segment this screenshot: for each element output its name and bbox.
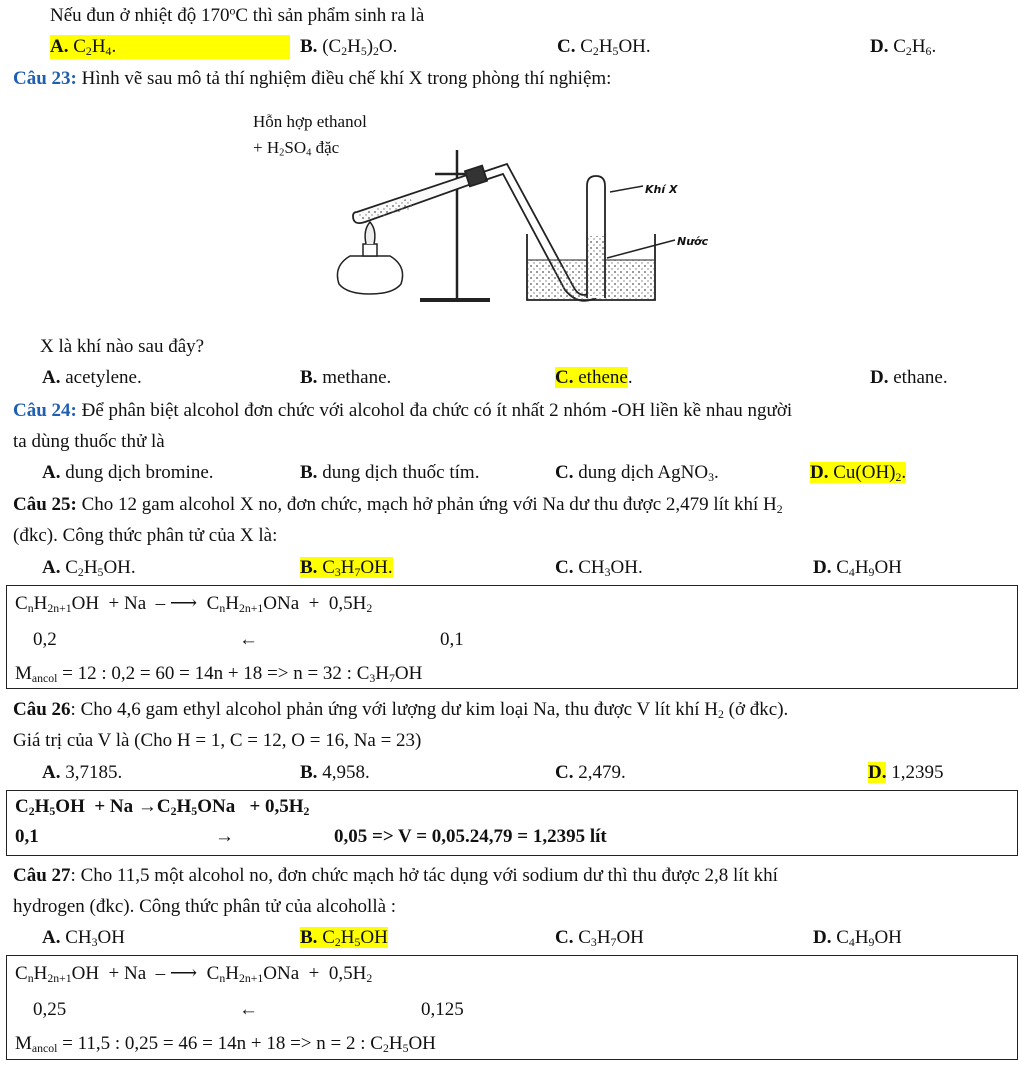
q25-option-d: D. $C_4H_9OH$ [813,557,902,579]
q27-calculation: $M_{ancol} = 11,5$ : 0,25 = 46 = 14n + 18 => n = 2 : $C_2H_5OH$ [15,1033,436,1055]
q27-option-d: D. $C_4H_9OH$ [813,927,902,949]
q27-solution-box [6,955,1018,1060]
q27-equation: $C_nH_{2n+1}OH + Na$ – ⟶ $C_nH_{2n+1}ONa + 0,5H_2$ [15,963,373,985]
question-26: Câu 26: Cho 4,6 gam ethyl alcohol phản ứng với lượng dư kim loại Na, thu được V lít khí $H_2$ (ở đkc). [13,699,789,721]
gas-pointer [610,186,643,192]
q23-option-b: B. methane. [300,367,392,388]
question-23-ask: X là khí nào sau đây? [40,336,205,357]
q25-option-a: A. $C_2H_5OH$. [42,557,136,579]
q26-option-a: A. 3,7185. [42,762,123,783]
question-24: Câu 24: Để phân biệt alcohol đơn chức với alcohol đa chức có ít nhất 2 nhóm -OH liền kề nhau người [13,400,793,421]
q27-mol-right: 0,125 [421,999,464,1020]
q25-equation: $C_nH_{2n+1}OH + Na$ – ⟶ $C_nH_{2n+1}ONa + 0,5H_2$ [15,593,373,615]
q26-option-b: B. 4,958. [300,762,370,783]
figure-label-water: Nước [677,235,709,248]
q27-option-a: A. $CH_3OH$ [42,927,125,949]
option-a: A. $C_2H_4$. [50,35,290,59]
water-pointer [607,240,675,258]
q23-option-d: D. ethane. [870,367,948,388]
question-27-cont: hydrogen (đkc). Công thức phân tử của alcohollà : [13,896,397,917]
q26-arrow: → [215,826,234,847]
q25-solution-box [6,585,1018,689]
collection-tube [587,176,605,298]
q25-mol-left: 0,2 [33,629,57,650]
q26-calculation: 0,05 => V = 0,05.24,79 = 1,2395 lít [334,826,607,847]
q25-calculation: $M_{ancol} = 12$ : 0,2 = 60 = 14n + 18 => n = 32 : $C_3H_7OH$ [15,663,423,685]
lab-apparatus-figure [235,108,735,313]
reaction-tube [353,166,487,224]
q26-option-d: D. 1,2395 [868,762,944,783]
alcohol-lamp [337,222,402,294]
question-25: Câu 25: Cho 12 gam alcohol X no, đơn chức, mạch hở phản ứng với Na dư thu được 2,479 lít khí $H_2$ [13,494,783,516]
option-d: D. $C_2H_6$. [870,36,937,58]
question-24-cont: ta dùng thuốc thử là [13,431,165,452]
q25-option-c: C. $CH_3OH$. [555,557,643,579]
q27-arrow: ← [239,999,258,1020]
figure-label-acid: + $H_2SO_4$ đặc [253,138,340,159]
apparatus-drawing [235,108,735,313]
figure-label-mixture: Hỗn hợp ethanol [253,112,367,131]
q26-equation: $C_2H_5OH + Na \to C_2H_5ONa + 0,5H_2$ [15,796,310,818]
q24-option-b: B. dung dịch thuốc tím. [300,462,480,483]
q27-option-b: B. $C_2H_5OH$ [300,927,388,949]
q25-option-b: B. $C_3H_7OH$. [300,557,393,579]
q24-option-a: A. dung dịch bromine. [42,462,214,483]
q23-option-c: C. ethene. [555,367,633,388]
q23-option-a: A. acetylene. [42,367,142,388]
q25-arrow: ← [239,629,258,650]
q26-solution-box [6,790,1018,856]
figure-label-gas: Khí X [645,183,678,196]
q27-option-c: C. $C_3H_7OH$ [555,927,644,949]
q25-mol-right: 0,1 [440,629,464,650]
question-stem-line: Nếu đun ở nhiệt độ 170$^o$C thì sản phẩm sinh ra là [50,4,425,26]
option-b: B. $(C_2H_5)_2O$. [300,36,398,58]
q24-option-d: D. $Cu(OH)_2$. [810,462,907,484]
q24-option-c: C. dung dịch AgNO$_3$. [555,462,719,484]
question-23: Câu 23: Hình vẽ sau mô tả thí nghiệm điều chế khí X trong phòng thí nghiệm: [13,68,612,89]
q26-option-c: C. 2,479. [555,762,626,783]
question-27: Câu 27: Cho 11,5 một alcohol no, đơn chức mạch hở tác dụng với sodium dư thì thu được 2,8 lít khí [13,865,778,886]
question-26-cont: Giá trị của V là (Cho H = 1, C = 12, O = 16, Na = 23) [13,730,422,751]
q26-mol-left: 0,1 [15,826,39,847]
question-25-cont: (đkc). Công thức phân tử của X là: [13,525,278,546]
option-c: C. $C_2H_5OH$. [557,36,651,58]
q27-mol-left: 0,25 [33,999,67,1020]
